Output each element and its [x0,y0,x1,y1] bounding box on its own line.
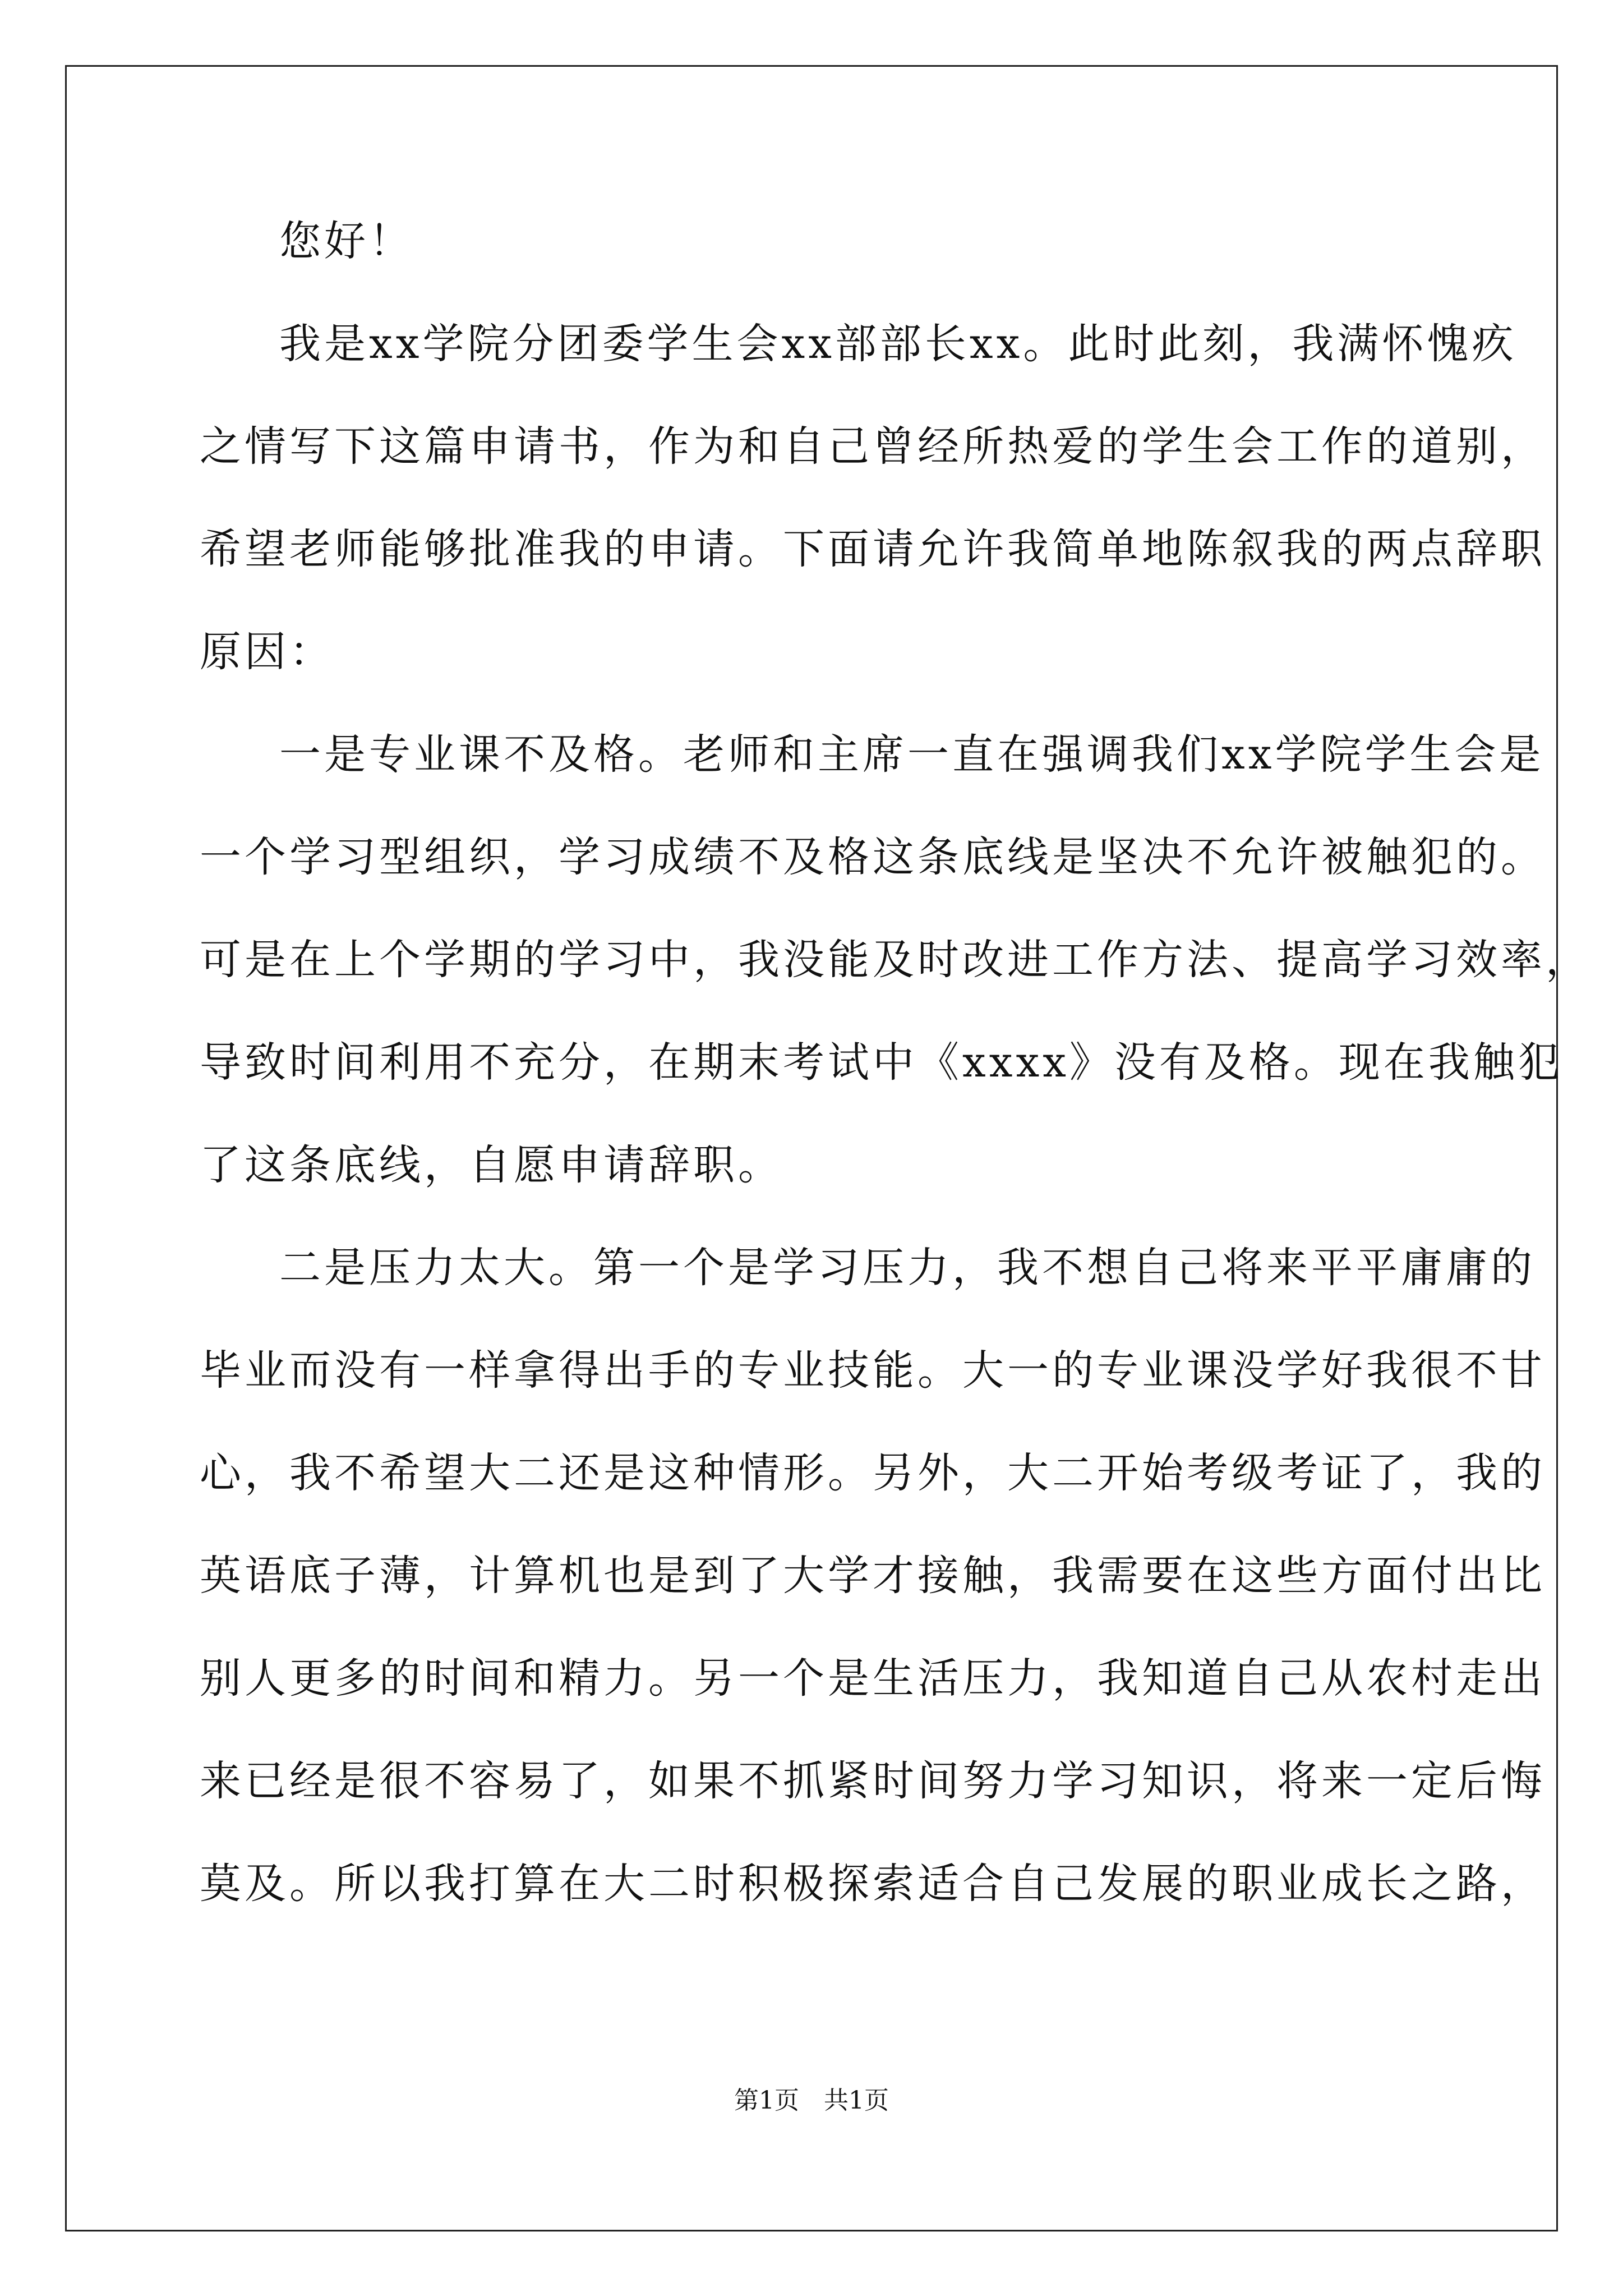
paragraph-line: 一是专业课不及格。老师和主席一直在强调我们xx学院学生会是 [279,730,1544,779]
paragraph-line: 希望老师能够批准我的申请。下面请允许我简单地陈叙我的两点辞职 [200,525,1546,573]
paragraph-line: 之情写下这篇申请书，作为和自己曾经所热爱的学生会工作的道别， [200,422,1546,471]
paragraph-line: 我是xx学院分团委学生会xx部部长xx。此时此刻，我满怀愧疚 [279,320,1517,368]
paragraph-line: 毕业而没有一样拿得出手的专业技能。大一的专业课没学好我很不甘 [200,1346,1546,1395]
paragraph-line: 一个学习型组织，学习成绩不及格这条底线是坚决不允许被触犯的。 [200,833,1546,881]
paragraph-line: 别人更多的时间和精力。另一个是生活压力，我知道自己从农村走出 [200,1654,1546,1703]
paragraph-line: 可是在上个学期的学习中，我没能及时改进工作方法、提高学习效率， [200,936,1590,984]
paragraph-line: 来已经是很不容易了，如果不抓紧时间努力学习知识，将来一定后悔 [200,1757,1546,1805]
page-number: 第1页 [734,2086,799,2115]
page-total: 共1页 [824,2086,889,2115]
page-footer [0,2084,1623,2118]
paragraph-line: 了这条底线，自愿申请辞职。 [200,1141,783,1189]
greeting: 您好！ [279,217,414,265]
paragraph-line: 导致时间利用不充分，在期末考试中《xxxx》没有及格。现在我触犯 [200,1038,1563,1087]
paragraph-line: 心，我不希望大二还是这种情形。另外，大二开始考级考证了，我的 [200,1449,1546,1497]
paragraph-line: 莫及。所以我打算在大二时积极探索适合自己发展的职业成长之路， [200,1860,1546,1908]
paragraph-line: 英语底子薄，计算机也是到了大学才接触，我需要在这些方面付出比 [200,1552,1546,1600]
paragraph-line: 二是压力太大。第一个是学习压力，我不想自己将来平平庸庸的 [279,1244,1536,1292]
paragraph-line: 原因： [200,628,334,676]
